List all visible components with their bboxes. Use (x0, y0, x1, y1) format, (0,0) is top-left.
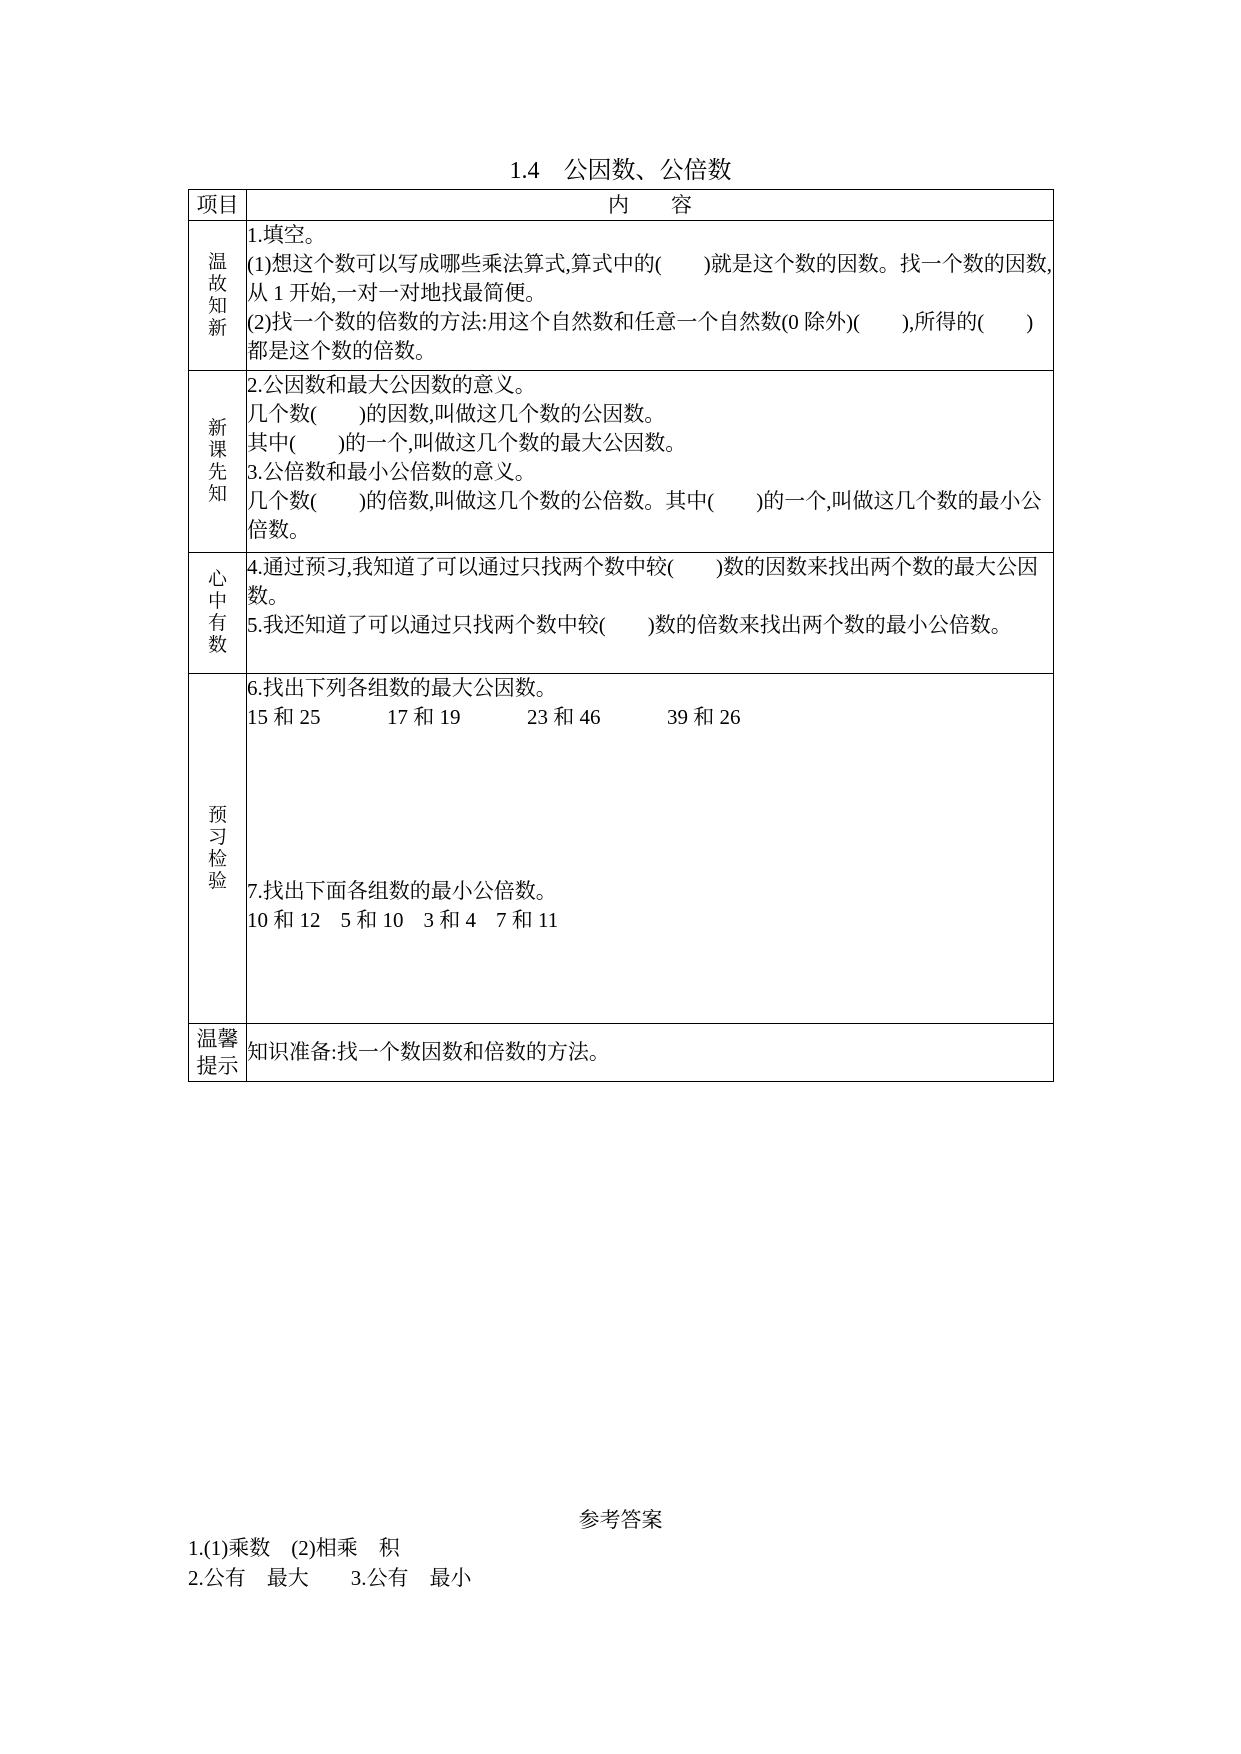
row-label-tips (189, 1024, 247, 1082)
answer-space (247, 732, 1053, 877)
number-pair: 15 和 25 (247, 705, 321, 729)
number-pair: 10 和 12 (247, 908, 321, 932)
row-content-tips (247, 1024, 1054, 1082)
row-label-text: 预习检验 (207, 804, 227, 892)
row-self-check (189, 553, 1054, 674)
answer-key (0, 1506, 1241, 1534)
tip-line: 知识准备:找一个数因数和倍数的方法。 (247, 1040, 610, 1064)
number-pair: 23 和 46 (527, 705, 601, 729)
number-pair: 7 和 11 (496, 908, 559, 932)
page-title: 1.4 公因数、公倍数 (509, 158, 732, 184)
row-preview-test (189, 674, 1054, 1024)
answer-key-title: 参考答案 (578, 1508, 663, 1532)
row-label-text: 温故知新 (207, 251, 227, 339)
question-line: 几个数( )的倍数,叫做这几个数的公倍数。其中( )的一个,叫做这几个数的最小公倍数。 (247, 489, 1042, 542)
number-pair: 17 和 19 (387, 705, 461, 729)
question-line: 4.通过预习,我知道了可以通过只找两个数中较( )数的因数来找出两个数的最大公因数。 (247, 555, 1038, 608)
row-content-self-check (247, 553, 1054, 674)
question-6: 6.找出下列各组数的最大公因数。 (247, 676, 557, 700)
row-content-preview-test (247, 674, 1054, 1024)
question-line: 1.填空。 (247, 223, 326, 247)
header-project: 项目 (189, 190, 247, 221)
q6-number-pairs (247, 703, 1053, 732)
answer-line-2: 2.公有 最大 3.公有 最小 (188, 1566, 472, 1590)
row-label-review (189, 221, 247, 371)
number-pair: 39 和 26 (667, 705, 741, 729)
question-line: (1)想这个数可以写成哪些乘法算式,算式中的( )就是这个数的因数。找一个数的因数,从 1 开始,一对一对地找最简便。 (247, 252, 1052, 305)
row-label-new-lesson (189, 371, 247, 553)
row-label-text: 温馨提示 (196, 1026, 239, 1078)
question-line: 几个数( )的因数,叫做这几个数的公因数。 (247, 402, 666, 426)
row-review (189, 221, 1054, 371)
question-line: 5.我还知道了可以通过只找两个数中较( )数的倍数来找出两个数的最小公倍数。 (247, 613, 1012, 637)
number-pair: 3 和 4 (423, 908, 476, 932)
table-header-row (189, 190, 1054, 221)
question-line: 3.公倍数和最小公倍数的意义。 (247, 460, 536, 484)
row-label-text: 新课先知 (207, 417, 227, 505)
row-content-new-lesson (247, 371, 1054, 553)
worksheet-table (188, 189, 1054, 1082)
question-line: (2)找一个数的倍数的方法:用这个自然数和任意一个自然数(0 除外)( ),所得的( )都是这个数的倍数。 (247, 310, 1034, 363)
row-label-self-check (189, 553, 247, 674)
row-label-text: 心中有数 (207, 569, 227, 656)
header-content: 内 容 (247, 190, 1054, 221)
q7-number-pairs (247, 906, 1053, 935)
row-tips (189, 1024, 1054, 1082)
question-7: 7.找出下面各组数的最小公倍数。 (247, 879, 557, 903)
question-line: 2.公因数和最大公因数的意义。 (247, 373, 536, 397)
number-pair: 5 和 10 (340, 908, 404, 932)
answer-line-1: 1.(1)乘数 (2)相乘 积 (188, 1536, 400, 1560)
row-content-review (247, 221, 1054, 371)
row-label-preview-test (189, 674, 247, 1024)
row-new-lesson (189, 371, 1054, 553)
question-line: 其中( )的一个,叫做这几个数的最大公因数。 (247, 431, 687, 455)
